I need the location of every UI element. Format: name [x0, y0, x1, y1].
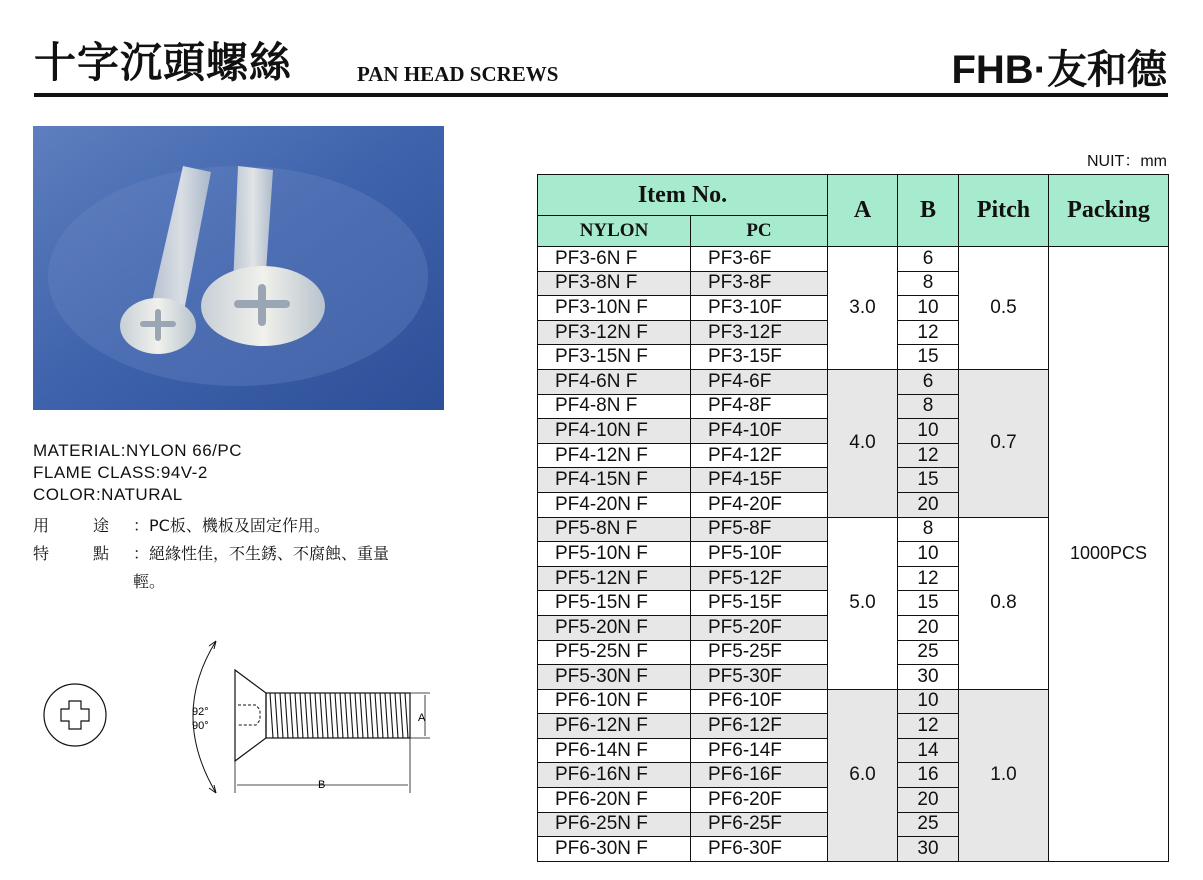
thread-line: [315, 693, 318, 738]
pc-item-no: PF3-15F: [691, 345, 828, 370]
feature-key-1: 特: [33, 544, 50, 563]
pc-item-no: PF6-20F: [691, 788, 828, 813]
nylon-item-no: PF3-12N F: [538, 320, 691, 345]
thread-line: [350, 693, 353, 738]
thread-line: [345, 693, 348, 738]
thread-line: [280, 693, 283, 738]
dimension-b: 10: [898, 296, 959, 321]
nylon-item-no: PF3-10N F: [538, 296, 691, 321]
dimension-a: 3.0: [828, 247, 898, 370]
pc-item-no: PF3-6F: [691, 247, 828, 272]
dimension-b: 14: [898, 738, 959, 763]
flame-class-line: FLAME CLASS:94V-2: [33, 463, 208, 482]
pc-item-no: PF6-14F: [691, 738, 828, 763]
packing-value: 1000PCS: [1049, 247, 1169, 862]
thread-line: [270, 693, 273, 738]
dimension-b: 12: [898, 443, 959, 468]
nylon-item-no: PF6-25N F: [538, 812, 691, 837]
thread-line: [340, 693, 343, 738]
phillips-cross-icon: [61, 701, 89, 729]
dimension-b: 8: [898, 271, 959, 296]
pc-item-no: PF4-10F: [691, 419, 828, 444]
nylon-item-no: PF6-14N F: [538, 738, 691, 763]
nylon-item-no: PF3-6N F: [538, 247, 691, 272]
pitch-value: 0.5: [959, 247, 1049, 370]
feature-key-2: 點: [93, 544, 110, 563]
pc-item-no: PF6-10F: [691, 689, 828, 714]
thread-line: [275, 693, 278, 738]
nylon-item-no: PF5-20N F: [538, 615, 691, 640]
feature-value-cont: 輕。: [133, 572, 166, 591]
header-rule: [34, 93, 1168, 97]
nylon-item-no: PF3-15N F: [538, 345, 691, 370]
dimension-b: 6: [898, 369, 959, 394]
screw-drawing: [30, 625, 450, 805]
pc-item-no: PF5-8F: [691, 517, 828, 542]
usage-key-1: 用: [33, 516, 50, 535]
page-subtitle: PAN HEAD SCREWS: [357, 62, 559, 86]
dim-b-label: B: [318, 779, 326, 791]
angle-label-92: 92°: [192, 706, 209, 718]
dimension-b: 20: [898, 615, 959, 640]
dimension-b: 25: [898, 812, 959, 837]
dimension-b: 30: [898, 837, 959, 862]
dimension-b: 12: [898, 714, 959, 739]
header-a: A: [828, 175, 898, 247]
thread-line: [325, 693, 328, 738]
dimension-b: 10: [898, 689, 959, 714]
header-b: B: [898, 175, 959, 247]
nylon-item-no: PF5-10N F: [538, 542, 691, 567]
nylon-item-no: PF5-25N F: [538, 640, 691, 665]
nylon-item-no: PF4-6N F: [538, 369, 691, 394]
pc-item-no: PF5-30F: [691, 665, 828, 690]
thread-line: [290, 693, 293, 738]
dimension-b: 20: [898, 492, 959, 517]
dimension-a: 4.0: [828, 369, 898, 517]
material-line: MATERIAL:NYLON 66/PC: [33, 441, 243, 460]
color-line: COLOR:NATURAL: [33, 485, 183, 504]
head-circle-icon: [44, 684, 106, 746]
dimension-b: 6: [898, 247, 959, 272]
header-pitch: Pitch: [959, 175, 1049, 247]
dimension-b: 16: [898, 763, 959, 788]
nylon-item-no: PF6-16N F: [538, 763, 691, 788]
dimension-b: 15: [898, 345, 959, 370]
header-item-no: Item No.: [538, 175, 828, 216]
pc-item-no: PF6-25F: [691, 812, 828, 837]
thread-line: [375, 693, 378, 738]
pc-item-no: PF4-8F: [691, 394, 828, 419]
nylon-item-no: PF5-15N F: [538, 591, 691, 616]
nylon-item-no: PF4-15N F: [538, 468, 691, 493]
header-nylon: NYLON: [538, 216, 691, 247]
nylon-item-no: PF4-20N F: [538, 492, 691, 517]
dimension-b: 8: [898, 517, 959, 542]
thread-line: [285, 693, 288, 738]
pc-item-no: PF3-12F: [691, 320, 828, 345]
nylon-item-no: PF6-20N F: [538, 788, 691, 813]
thread-line: [330, 693, 333, 738]
dimension-a: 6.0: [828, 689, 898, 861]
spec-table: [537, 174, 1169, 862]
pc-item-no: PF6-12F: [691, 714, 828, 739]
thread-line: [380, 693, 383, 738]
thread-line: [295, 693, 298, 738]
thread-line: [370, 693, 373, 738]
thread-line: [400, 693, 403, 738]
thread-line: [355, 693, 358, 738]
thread-line: [405, 693, 408, 738]
nylon-item-no: PF6-30N F: [538, 837, 691, 862]
dim-a-label: A: [418, 712, 426, 724]
feature-value: ：絕緣性佳，不生銹、不腐蝕、重量: [133, 544, 390, 563]
pitch-value: 0.8: [959, 517, 1049, 689]
nylon-item-no: PF6-10N F: [538, 689, 691, 714]
dimension-b: 12: [898, 566, 959, 591]
product-photo: [33, 126, 444, 410]
dimension-b: 30: [898, 665, 959, 690]
dimension-a: 5.0: [828, 517, 898, 689]
nylon-item-no: PF5-30N F: [538, 665, 691, 690]
dimension-b: 15: [898, 591, 959, 616]
pc-item-no: PF3-10F: [691, 296, 828, 321]
pc-item-no: PF5-12F: [691, 566, 828, 591]
pc-item-no: PF4-6F: [691, 369, 828, 394]
usage-value: ：PC板、機板及固定作用。: [133, 516, 330, 535]
pc-item-no: PF4-20F: [691, 492, 828, 517]
dimension-b: 8: [898, 394, 959, 419]
pc-item-no: PF4-15F: [691, 468, 828, 493]
nylon-item-no: PF3-8N F: [538, 271, 691, 296]
pc-item-no: PF5-20F: [691, 615, 828, 640]
dimension-b: 20: [898, 788, 959, 813]
nylon-item-no: PF5-8N F: [538, 517, 691, 542]
thread-line: [335, 693, 338, 738]
thread-line: [395, 693, 398, 738]
pc-item-no: PF5-15F: [691, 591, 828, 616]
pitch-value: 1.0: [959, 689, 1049, 861]
angle-label-90: 90°: [192, 720, 209, 732]
dimension-b: 10: [898, 542, 959, 567]
pc-item-no: PF6-16F: [691, 763, 828, 788]
dimension-b: 12: [898, 320, 959, 345]
material-specs: [33, 440, 242, 506]
table-row: [538, 247, 1169, 272]
dimension-b: 25: [898, 640, 959, 665]
thread-line: [310, 693, 313, 738]
thread-line: [390, 693, 393, 738]
thread-line: [305, 693, 308, 738]
header-packing: Packing: [1049, 175, 1169, 247]
unit-label: NUIT：mm: [1087, 153, 1167, 170]
page-title: 十字沉頭螺絲: [34, 38, 293, 87]
usage-key-2: 途: [93, 516, 110, 535]
thread-line: [385, 693, 388, 738]
pc-item-no: PF5-10F: [691, 542, 828, 567]
nylon-item-no: PF4-8N F: [538, 394, 691, 419]
pc-item-no: PF4-12F: [691, 443, 828, 468]
thread-line: [320, 693, 323, 738]
pc-item-no: PF6-30F: [691, 837, 828, 862]
header-pc: PC: [691, 216, 828, 247]
nylon-item-no: PF4-12N F: [538, 443, 691, 468]
nylon-item-no: PF6-12N F: [538, 714, 691, 739]
thread-line: [360, 693, 363, 738]
nylon-item-no: PF5-12N F: [538, 566, 691, 591]
pc-item-no: PF5-25F: [691, 640, 828, 665]
pc-item-no: PF3-8F: [691, 271, 828, 296]
dimension-b: 15: [898, 468, 959, 493]
nylon-item-no: PF4-10N F: [538, 419, 691, 444]
brand-logo: FHB·友和德: [951, 48, 1167, 92]
thread-line: [365, 693, 368, 738]
pitch-value: 0.7: [959, 369, 1049, 517]
thread-line: [300, 693, 303, 738]
dimension-b: 10: [898, 419, 959, 444]
